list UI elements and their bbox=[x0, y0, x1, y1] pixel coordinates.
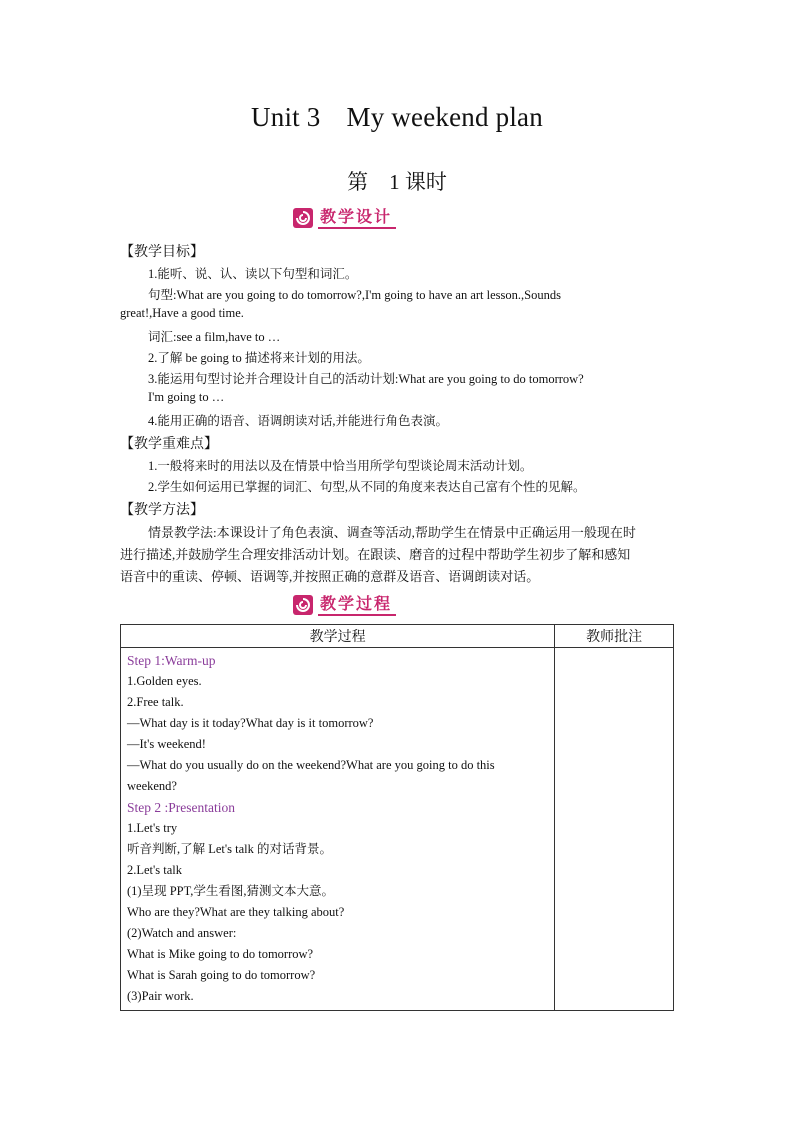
step-line: weekend? bbox=[127, 779, 177, 793]
step-line: (2)Watch and answer: bbox=[127, 926, 237, 940]
objective-line: 词汇:see a film,have to … bbox=[148, 330, 281, 344]
design-banner bbox=[293, 206, 396, 230]
step-line: —It's weekend! bbox=[127, 737, 206, 751]
swirl-logo-icon bbox=[293, 208, 313, 228]
unit-number: Unit 3 bbox=[251, 102, 321, 132]
step-line: —What do you usually do on the weekend?What are you going to do this bbox=[127, 758, 495, 772]
process-banner bbox=[293, 593, 396, 617]
objective-line: 4.能用正确的语音、语调朗读对话,并能进行角色表演。 bbox=[148, 414, 449, 428]
step-line: —What day is it today?What day is it tomorrow? bbox=[127, 716, 374, 730]
keypoint-line: 2.学生如何运用已掌握的词汇、句型,从不同的角度来表达自己富有个性的见解。 bbox=[148, 480, 586, 494]
process-table bbox=[120, 624, 674, 1011]
page-title bbox=[0, 102, 794, 133]
objective-line: great!,Have a good time. bbox=[120, 306, 244, 320]
method-line: 语音中的重读、停顿、语调等,并按照正确的意群及语音、语调朗读对话。 bbox=[120, 569, 540, 584]
lesson-label: 第 1 课时 bbox=[347, 170, 447, 194]
step-line: (1)呈现 PPT,学生看图,猜测文本大意。 bbox=[127, 884, 335, 898]
notes-column-header: 教师批注 bbox=[555, 625, 674, 648]
objective-line: 2.了解 be going to 描述将来计划的用法。 bbox=[148, 351, 370, 365]
step-line: 听音判断,了解 Let's talk 的对话背景。 bbox=[127, 842, 333, 856]
objective-line: 1.能听、说、认、读以下句型和词汇。 bbox=[148, 267, 358, 281]
objective-line: 句型:What are you going to do tomorrow?,I'm going to have an art lesson.,Sounds bbox=[148, 288, 561, 302]
process-column-header: 教学过程 bbox=[121, 625, 555, 648]
methods-heading: 【教学方法】 bbox=[120, 502, 204, 518]
step-line: 1.Golden eyes. bbox=[127, 674, 202, 688]
objectives-heading: 【教学目标】 bbox=[120, 244, 204, 260]
process-cell bbox=[121, 648, 555, 1011]
method-line: 情景教学法:本课设计了角色表演、调查等活动,帮助学生在情景中正确运用一般现在时 bbox=[148, 525, 636, 540]
keypoints-heading: 【教学重难点】 bbox=[120, 436, 218, 452]
step-line: What is Sarah going to do tomorrow? bbox=[127, 968, 316, 982]
step-line: What is Mike going to do tomorrow? bbox=[127, 947, 314, 961]
step-heading: Step 2 :Presentation bbox=[127, 800, 235, 815]
step-line: 2.Free talk. bbox=[127, 695, 184, 709]
step-line: 2.Let's talk bbox=[127, 863, 183, 877]
notes-cell bbox=[555, 648, 674, 1011]
step-line: (3)Pair work. bbox=[127, 989, 194, 1003]
objective-line: 3.能运用句型讨论并合理设计自己的活动计划:What are you going to do tomorrow? bbox=[148, 372, 584, 386]
process-banner-label: 教学过程 bbox=[318, 594, 396, 616]
step-line: Who are they?What are they talking about? bbox=[127, 905, 345, 919]
step-line: 1.Let's try bbox=[127, 821, 178, 835]
unit-name: My weekend plan bbox=[346, 102, 543, 132]
design-banner-label: 教学设计 bbox=[318, 207, 396, 229]
keypoint-line: 1.一般将来时的用法以及在情景中恰当用所学句型谈论周末活动计划。 bbox=[148, 459, 533, 473]
step-heading: Step 1:Warm-up bbox=[127, 653, 216, 668]
method-line: 进行描述,并鼓励学生合理安排活动计划。在跟读、磨音的过程中帮助学生初步了解和感知 bbox=[120, 547, 631, 562]
objective-line: I'm going to … bbox=[148, 390, 225, 404]
swirl-logo-icon bbox=[293, 595, 313, 615]
